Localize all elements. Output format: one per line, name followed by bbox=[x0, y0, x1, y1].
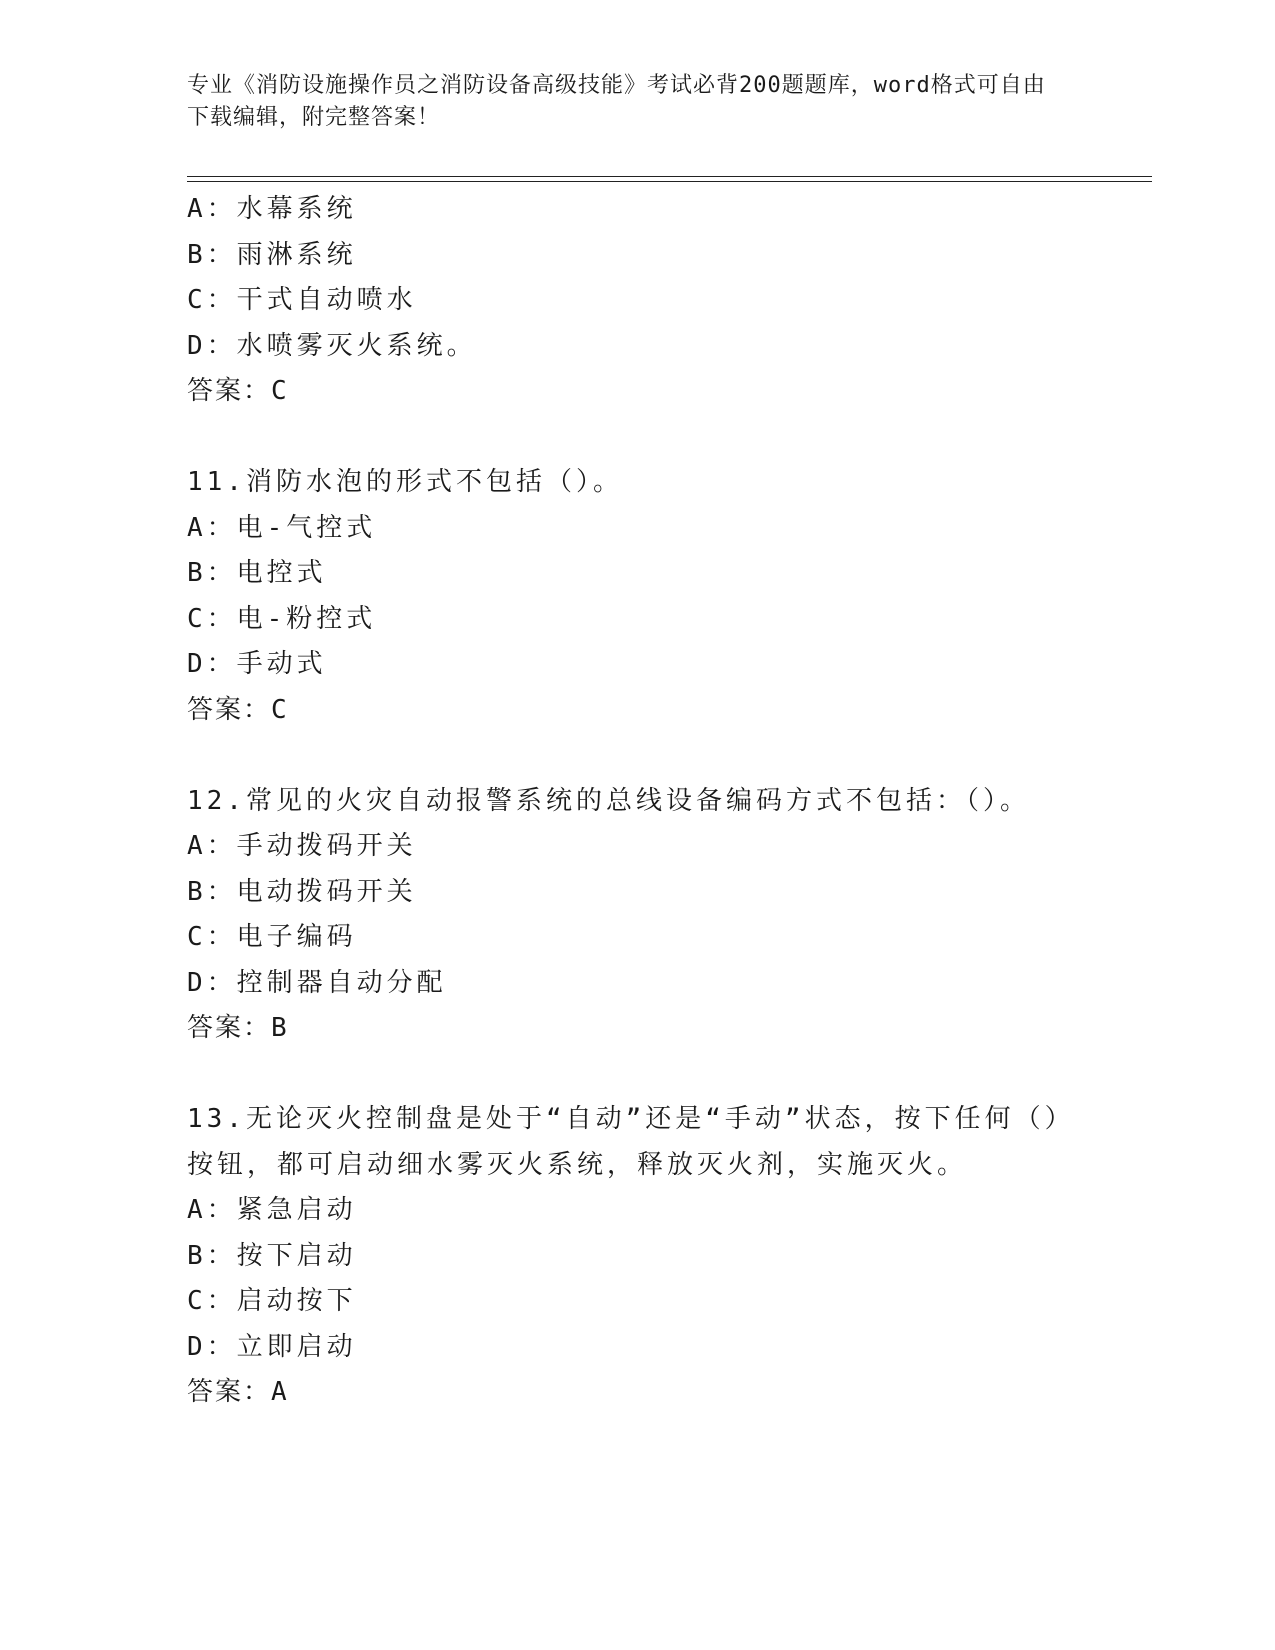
answer-label: 答案： bbox=[187, 1013, 272, 1043]
question-text: 11.消防水泡的形式不包括（）。 bbox=[187, 467, 623, 497]
question-text: 12.常见的火灾自动报警系统的总线设备编码方式不包括：（）。 bbox=[187, 785, 1030, 816]
option-c: C：电子编码 bbox=[187, 922, 357, 952]
question-text-line-1: 13.无论灭火控制盘是处于“自动”还是“手动”状态，按下任何（） bbox=[187, 1104, 1075, 1134]
option-c: C：干式自动喷水 bbox=[187, 285, 417, 315]
spacer bbox=[187, 415, 1087, 461]
question-block-11 bbox=[187, 460, 1087, 733]
answer-value: C bbox=[271, 376, 289, 406]
option-a: A：紧急启动 bbox=[187, 1195, 357, 1225]
header-rule-bottom bbox=[187, 181, 1152, 182]
question-list bbox=[187, 187, 1087, 1416]
option-d: D：控制器自动分配 bbox=[187, 967, 447, 998]
answer-line bbox=[187, 1006, 1087, 1052]
spacer bbox=[187, 1052, 1087, 1098]
spacer bbox=[187, 733, 1087, 779]
answer-label: 答案： bbox=[187, 1377, 272, 1407]
question-text-line-2: 按钮，都可启动细水雾灭火系统，释放灭火剂，实施灭火。 bbox=[187, 1149, 968, 1180]
option-a: A：电-气控式 bbox=[187, 512, 377, 543]
option-a: A：手动拨码开关 bbox=[187, 831, 417, 861]
answer-value: A bbox=[271, 1377, 289, 1407]
question-block-12 bbox=[187, 779, 1087, 1052]
option-c: C：电-粉控式 bbox=[187, 603, 377, 634]
answer-label: 答案： bbox=[187, 694, 272, 725]
option-b: B：按下启动 bbox=[187, 1240, 357, 1271]
document-header: 专业《消防设施操作员之消防设备高级技能》考试必背200题题库，word格式可自由下载编辑，附完整答案！ bbox=[187, 73, 1046, 130]
header-rule-top bbox=[187, 176, 1152, 177]
answer-line bbox=[187, 688, 1087, 734]
answer-value: C bbox=[271, 694, 289, 725]
option-b: B：电控式 bbox=[187, 558, 327, 588]
option-d: D：水喷雾灭火系统。 bbox=[187, 330, 477, 361]
answer-line bbox=[187, 1370, 1087, 1416]
option-a: A：水幕系统 bbox=[187, 194, 357, 224]
option-c: C：启动按下 bbox=[187, 1286, 357, 1316]
option-b: B：雨淋系统 bbox=[187, 239, 357, 270]
answer-line bbox=[187, 369, 1087, 415]
option-d: D：手动式 bbox=[187, 649, 327, 679]
question-block-prev bbox=[187, 187, 1087, 415]
question-block-13 bbox=[187, 1097, 1087, 1416]
option-d: D：立即启动 bbox=[187, 1331, 357, 1362]
answer-label: 答案： bbox=[187, 376, 272, 406]
answer-value: B bbox=[271, 1013, 289, 1043]
option-b: B：电动拨码开关 bbox=[187, 876, 417, 907]
